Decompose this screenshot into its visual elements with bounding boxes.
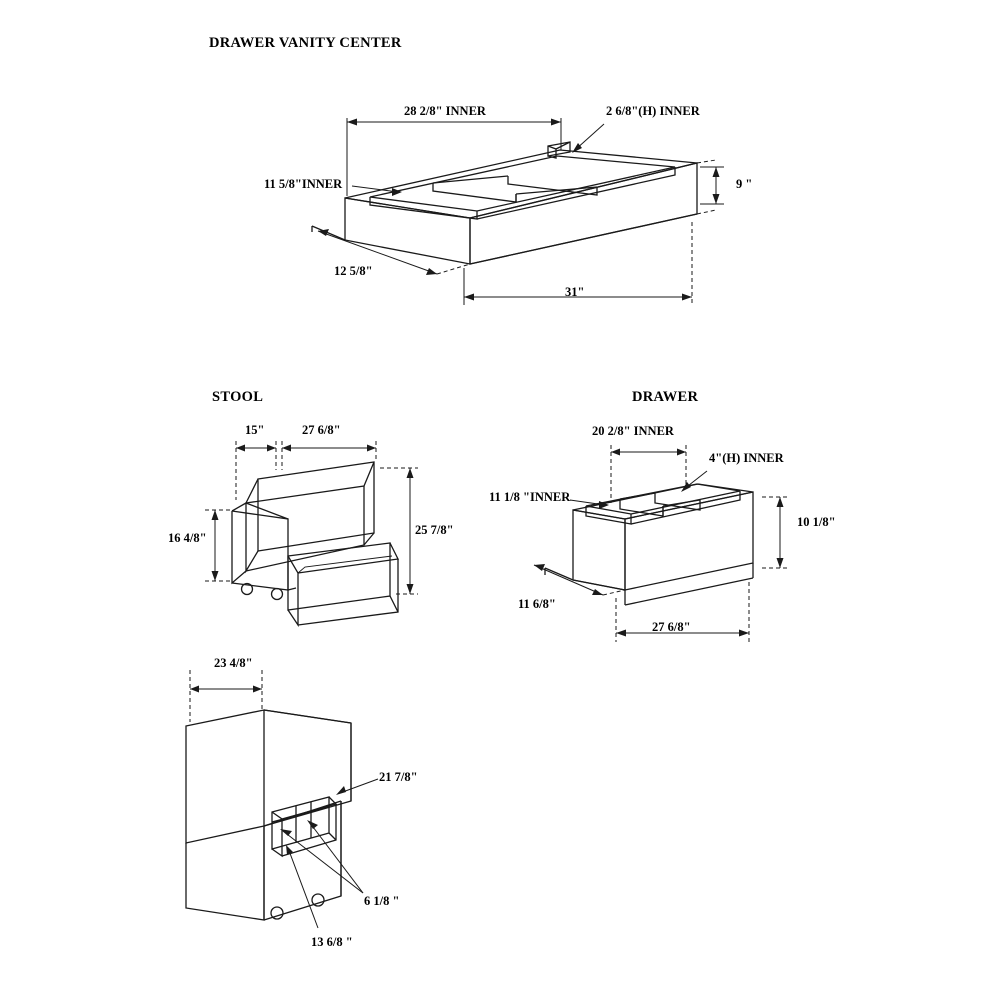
vanity-dim-overall-height: 9 " — [736, 177, 753, 191]
stool-dim-seat-width: 27 6/8" — [302, 423, 341, 437]
stool-dim-back-width: 15" — [245, 423, 265, 437]
drawer-isometric — [545, 484, 753, 605]
cart-dim-back-height: 21 7/8" — [379, 770, 418, 784]
drawer-dim-inner-width: 20 2/8" INNER — [592, 424, 674, 438]
vanity-dim-overall-length: 31" — [565, 285, 585, 299]
drawer-dim-depth: 11 6/8" — [518, 597, 556, 611]
drawer-dim-inner-depth: 11 1/8 "INNER — [489, 490, 571, 504]
cart-isometric — [186, 710, 351, 920]
vanity-center-isometric — [312, 142, 697, 264]
cart-dimension-lines — [190, 670, 378, 928]
drawer-title: DRAWER — [632, 389, 699, 405]
sheet-title: DRAWER VANITY CENTER — [209, 35, 402, 51]
vanity-center-dimension-lines — [318, 118, 724, 305]
vanity-dim-inner-height: 2 6/8"(H) INNER — [606, 104, 700, 118]
cart-dim-inner-detail: 6 1/8 " — [364, 894, 400, 908]
vanity-dim-depth: 12 5/8" — [334, 264, 373, 278]
drawer-dim-inner-height: 4"(H) INNER — [709, 451, 784, 465]
vanity-dim-inner-depth: 11 5/8"INNER — [264, 177, 343, 191]
stool-dim-overall-height: 25 7/8" — [415, 523, 454, 537]
cart-dim-width: 13 6/8 " — [311, 935, 353, 949]
stool-isometric — [232, 462, 398, 625]
drawer-dim-overall-height: 10 1/8" — [797, 515, 836, 529]
vanity-dim-inner-width: 28 2/8" INNER — [404, 104, 486, 118]
drawer-dim-overall-width: 27 6/8" — [652, 620, 691, 634]
stool-title: STOOL — [212, 389, 264, 405]
cart-dim-overall-depth: 23 4/8" — [214, 656, 253, 670]
stool-dim-seat-height: 16 4/8" — [168, 531, 207, 545]
